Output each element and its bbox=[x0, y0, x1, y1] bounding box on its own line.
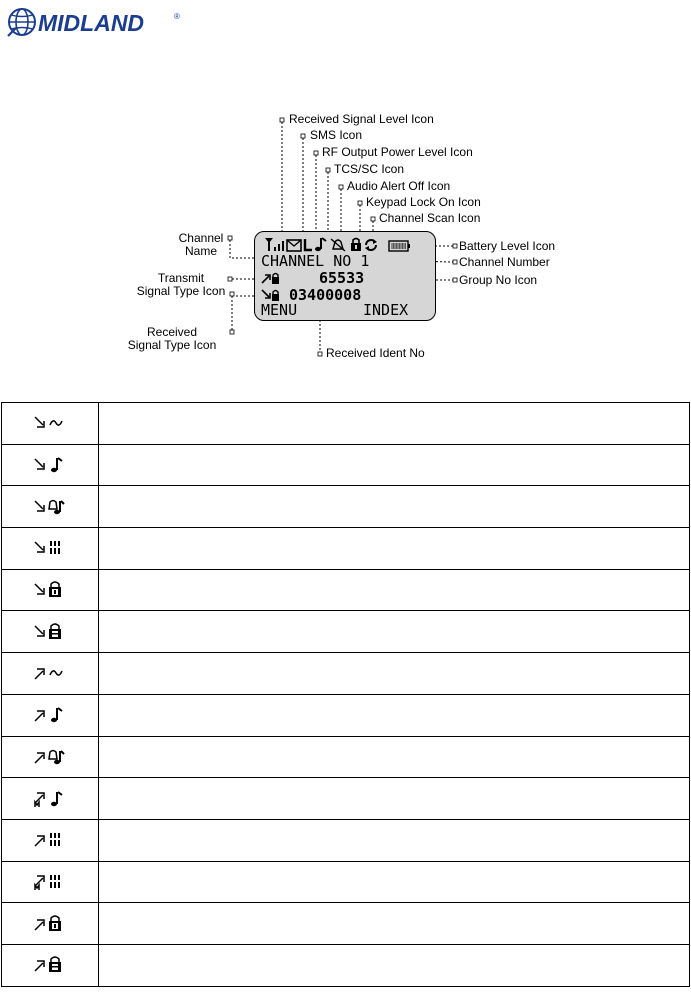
callout-transmit-signal-type bbox=[129, 272, 233, 298]
callout-channel-number: Channel Number bbox=[459, 255, 550, 269]
callout-channel-name-line2: Name bbox=[184, 244, 217, 258]
keypad-lock-icon bbox=[351, 239, 361, 252]
callout-channel-scan: Channel Scan Icon bbox=[379, 211, 481, 225]
callout-rf-output: RF Output Power Level Icon bbox=[322, 145, 473, 159]
received-bell-note-icon bbox=[30, 497, 70, 517]
callout-transmit-line2: Signal Type Icon bbox=[136, 284, 226, 298]
lcd-screen bbox=[254, 231, 436, 321]
transmit-manual-note-icon bbox=[30, 789, 70, 809]
table-row bbox=[2, 486, 690, 528]
table-row bbox=[2, 736, 690, 778]
received-lock-bars-icon bbox=[30, 622, 70, 642]
transmit-lock-bars-icon bbox=[30, 955, 70, 975]
callout-lines bbox=[0, 0, 691, 380]
signal-type-icon-table bbox=[1, 402, 690, 987]
lcd-received-lock-icon bbox=[261, 288, 281, 302]
lcd-transmit-lock-icon bbox=[261, 271, 281, 285]
battery-level-icon bbox=[389, 241, 410, 251]
table-row bbox=[2, 528, 690, 570]
table-row bbox=[2, 819, 690, 861]
table-row bbox=[2, 944, 690, 986]
table-row bbox=[2, 403, 690, 445]
registered-mark: ® bbox=[174, 12, 180, 21]
audio-alert-off-icon bbox=[331, 239, 345, 251]
transmit-note-icon bbox=[30, 705, 70, 725]
transmit-lock-icon bbox=[30, 914, 70, 934]
received-wave-icon bbox=[30, 413, 70, 433]
table-row bbox=[2, 444, 690, 486]
callout-received-ident: Received Ident No bbox=[326, 346, 425, 360]
callout-group-no: Group No Icon bbox=[459, 273, 538, 287]
lcd-received-ident: 03400008 bbox=[289, 286, 362, 304]
transmit-bell-note-icon bbox=[30, 747, 70, 767]
table-row bbox=[2, 903, 690, 945]
received-dtmf-icon bbox=[30, 538, 70, 558]
logo-wordmark: MIDLAND bbox=[38, 10, 145, 36]
transmit-wave-icon bbox=[30, 663, 70, 683]
table-row bbox=[2, 569, 690, 611]
lcd-channel-name: CHANNEL NO 1 bbox=[261, 252, 370, 270]
transmit-dtmf-icon bbox=[30, 830, 70, 850]
sms-envelope-icon bbox=[287, 240, 301, 251]
rf-power-low-icon bbox=[305, 239, 312, 250]
tcs-note-icon bbox=[315, 238, 326, 251]
callout-received-signal-type bbox=[118, 326, 226, 352]
lcd-index-softkey: INDEX bbox=[363, 301, 409, 319]
callout-tcs-sc: TCS/SC Icon bbox=[334, 162, 405, 176]
table-row bbox=[2, 778, 690, 820]
received-lock-icon bbox=[30, 580, 70, 600]
display-diagram bbox=[0, 0, 691, 380]
callout-received-line2: Signal Type Icon bbox=[127, 338, 217, 352]
received-note-icon bbox=[30, 455, 70, 475]
callout-battery-level: Battery Level Icon bbox=[459, 239, 556, 253]
table-row bbox=[2, 694, 690, 736]
signal-level-icon bbox=[265, 238, 284, 251]
lcd-menu-softkey: MENU bbox=[261, 301, 298, 319]
callout-received-signal-level: Received Signal Level Icon bbox=[289, 112, 434, 126]
callout-channel-name-line1: Channel bbox=[178, 231, 224, 245]
lcd-group-number: 65533 bbox=[319, 269, 365, 287]
table-row bbox=[2, 611, 690, 653]
callout-channel-name bbox=[176, 232, 226, 258]
channel-scan-icon bbox=[365, 239, 377, 251]
callout-transmit-line1: Transmit bbox=[157, 271, 205, 285]
table-row bbox=[2, 653, 690, 695]
callout-sms: SMS Icon bbox=[310, 128, 363, 142]
callout-received-line1: Received bbox=[146, 325, 198, 339]
callout-audio-alert-off: Audio Alert Off Icon bbox=[347, 179, 451, 193]
table-row bbox=[2, 861, 690, 903]
callout-keypad-lock: Keypad Lock On Icon bbox=[366, 195, 481, 209]
transmit-manual-dtmf-icon bbox=[30, 872, 70, 892]
